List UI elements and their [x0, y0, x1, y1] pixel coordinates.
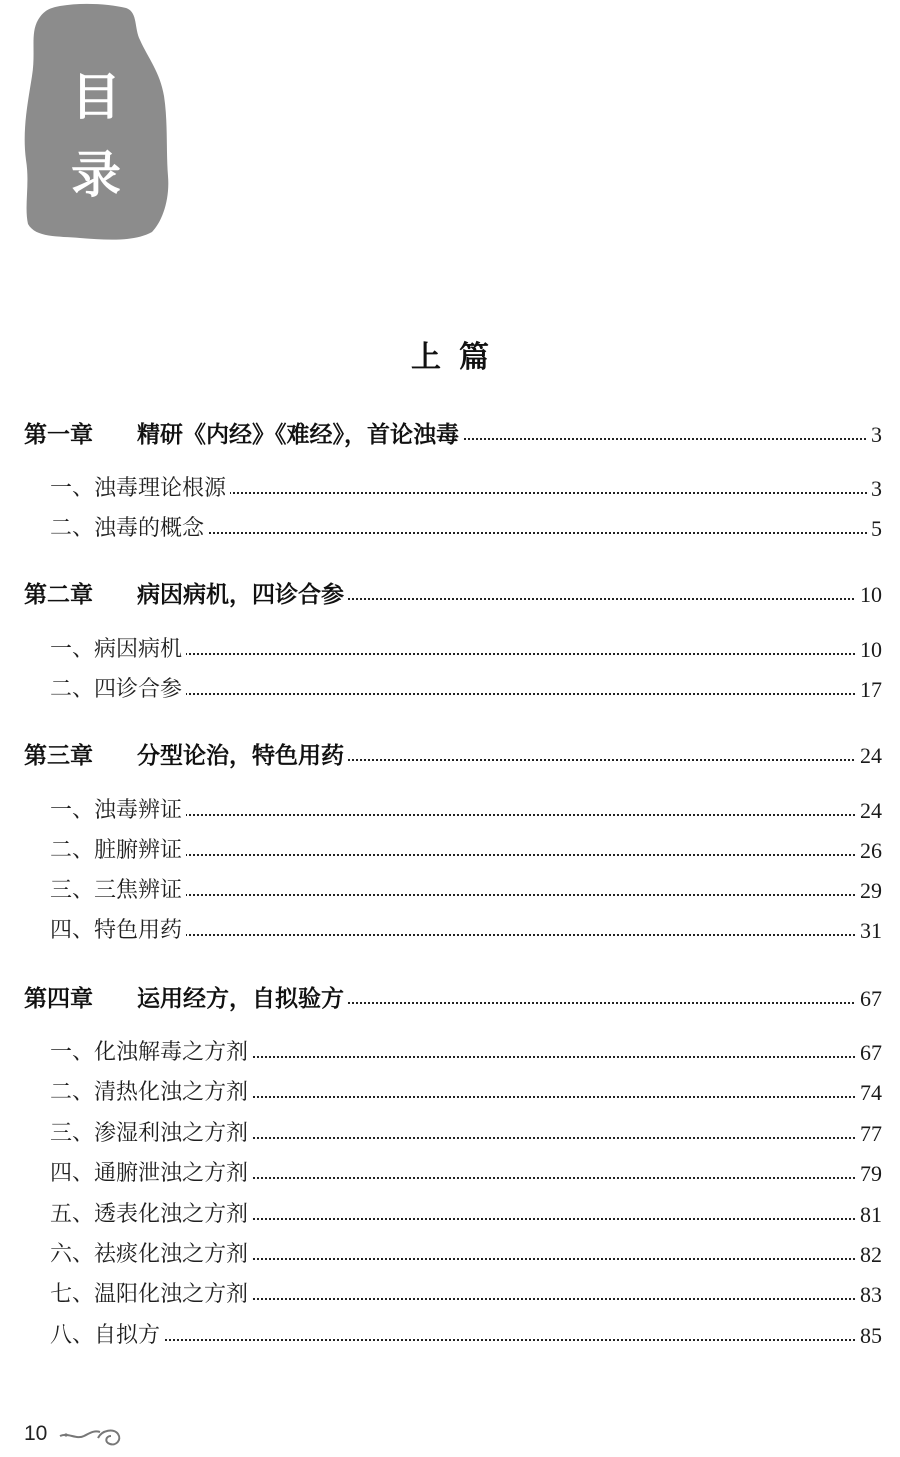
section-title: 五、透表化浊之方剂	[50, 1202, 249, 1227]
toc-section-entry[interactable]	[0, 633, 900, 667]
toc-section-entry[interactable]	[0, 512, 900, 546]
page-number: 10	[24, 1422, 48, 1445]
toc-page-number: 81	[856, 1198, 882, 1232]
toc-section-entry[interactable]	[0, 874, 900, 908]
toc-entry-title	[24, 739, 348, 773]
section-title: 一、浊毒辨证	[50, 798, 183, 823]
toc-entry-title	[50, 834, 186, 868]
toc-section-entry[interactable]	[0, 1278, 900, 1312]
section-title: 二、四诊合参	[50, 677, 183, 702]
toc-entry-title	[50, 1036, 252, 1070]
section-title: 八、自拟方	[50, 1323, 161, 1348]
toc-page-number: 74	[856, 1076, 882, 1110]
section-title: 二、清热化浊之方剂	[50, 1080, 249, 1105]
section-title: 一、浊毒理论根源	[50, 476, 227, 501]
stamp-char-mu: 目	[71, 68, 121, 126]
toc-section-entry[interactable]	[0, 1117, 900, 1151]
toc-entry-title	[50, 1076, 252, 1110]
toc-page-number: 24	[856, 739, 882, 773]
toc-section-entry[interactable]	[0, 1238, 900, 1272]
toc-entry-title	[50, 472, 230, 506]
toc-entry-title	[50, 914, 186, 948]
section-title: 六、祛痰化浊之方剂	[50, 1242, 249, 1267]
section-title: 一、化浊解毒之方剂	[50, 1040, 249, 1065]
section-title: 四、通腑泄浊之方剂	[50, 1161, 249, 1186]
toc-entry-title	[50, 1238, 252, 1272]
toc-entry-title	[50, 1278, 252, 1312]
toc-chapter-entry[interactable]	[0, 982, 900, 1016]
chapter-number: 第二章	[24, 582, 93, 608]
toc-title-stamp	[22, 0, 170, 245]
toc-section-entry[interactable]	[0, 914, 900, 948]
section-title: 二、脏腑辨证	[50, 838, 183, 863]
section-title: 七、温阳化浊之方剂	[50, 1282, 249, 1307]
toc-page-number: 5	[867, 512, 882, 546]
toc-section-entry[interactable]	[0, 794, 900, 828]
section-title: 四、特色用药	[50, 918, 183, 943]
toc-page-number: 17	[856, 673, 882, 707]
chapter-number: 第三章	[24, 743, 93, 769]
toc-entry-title	[50, 633, 186, 667]
toc-section-entry[interactable]	[0, 834, 900, 868]
toc-section-entry[interactable]	[0, 1036, 900, 1070]
section-title: 三、渗湿利浊之方剂	[50, 1121, 249, 1146]
chapter-number: 第一章	[24, 422, 93, 448]
toc-page-number: 79	[856, 1157, 882, 1191]
toc-page-number: 67	[856, 982, 882, 1016]
toc-page-number: 31	[856, 914, 882, 948]
toc-entry-title	[50, 794, 186, 828]
toc-page-number: 26	[856, 834, 882, 868]
toc-page-number: 3	[867, 418, 882, 452]
toc-chapter-entry[interactable]	[0, 739, 900, 773]
toc-entry-title	[24, 982, 348, 1016]
stamp-char-lu: 录	[71, 146, 121, 204]
toc-entry-title	[24, 418, 463, 452]
toc-page-number: 24	[856, 794, 882, 828]
toc-section-entry[interactable]	[0, 1198, 900, 1232]
chapter-number: 第四章	[24, 986, 93, 1012]
toc-chapter-entry[interactable]	[0, 418, 900, 452]
toc-page-number: 10	[856, 578, 882, 612]
toc-entry-title	[50, 512, 208, 546]
toc-entry-title	[24, 578, 348, 612]
toc-page-number: 82	[856, 1238, 882, 1272]
toc-section-entry[interactable]	[0, 1319, 900, 1353]
section-title: 二、浊毒的概念	[50, 516, 205, 541]
toc-page-number: 29	[856, 874, 882, 908]
chapter-title: 运用经方，自拟验方	[137, 986, 344, 1012]
toc-entry-title	[50, 874, 186, 908]
toc-entry-title	[50, 1319, 164, 1353]
toc-page-number: 10	[856, 633, 882, 667]
toc-section-entry[interactable]	[0, 1157, 900, 1191]
toc-page-number: 67	[856, 1036, 882, 1070]
section-title: 三、三焦辨证	[50, 878, 183, 903]
toc-page-number: 85	[856, 1319, 882, 1353]
toc-entry-title	[50, 673, 186, 707]
chapter-title: 分型论治，特色用药	[137, 743, 344, 769]
toc-entry-title	[50, 1198, 252, 1232]
section-title: 一、病因病机	[50, 637, 183, 662]
toc-entry-title	[50, 1117, 252, 1151]
chapter-title: 精研《内经》《难经》，首论浊毒	[137, 422, 459, 448]
toc-section-entry[interactable]	[0, 673, 900, 707]
toc-page-number: 83	[856, 1278, 882, 1312]
cloud-swirl-icon	[58, 1424, 128, 1452]
toc-page-number: 3	[867, 472, 882, 506]
toc-chapter-entry[interactable]	[0, 578, 900, 612]
chapter-title: 病因病机，四诊合参	[137, 582, 344, 608]
toc-page-number: 77	[856, 1117, 882, 1151]
toc-section-entry[interactable]	[0, 472, 900, 506]
part-title: 上篇	[411, 340, 507, 375]
dot-leader	[50, 1339, 870, 1341]
toc-entry-title	[50, 1157, 252, 1191]
toc-section-entry[interactable]	[0, 1076, 900, 1110]
